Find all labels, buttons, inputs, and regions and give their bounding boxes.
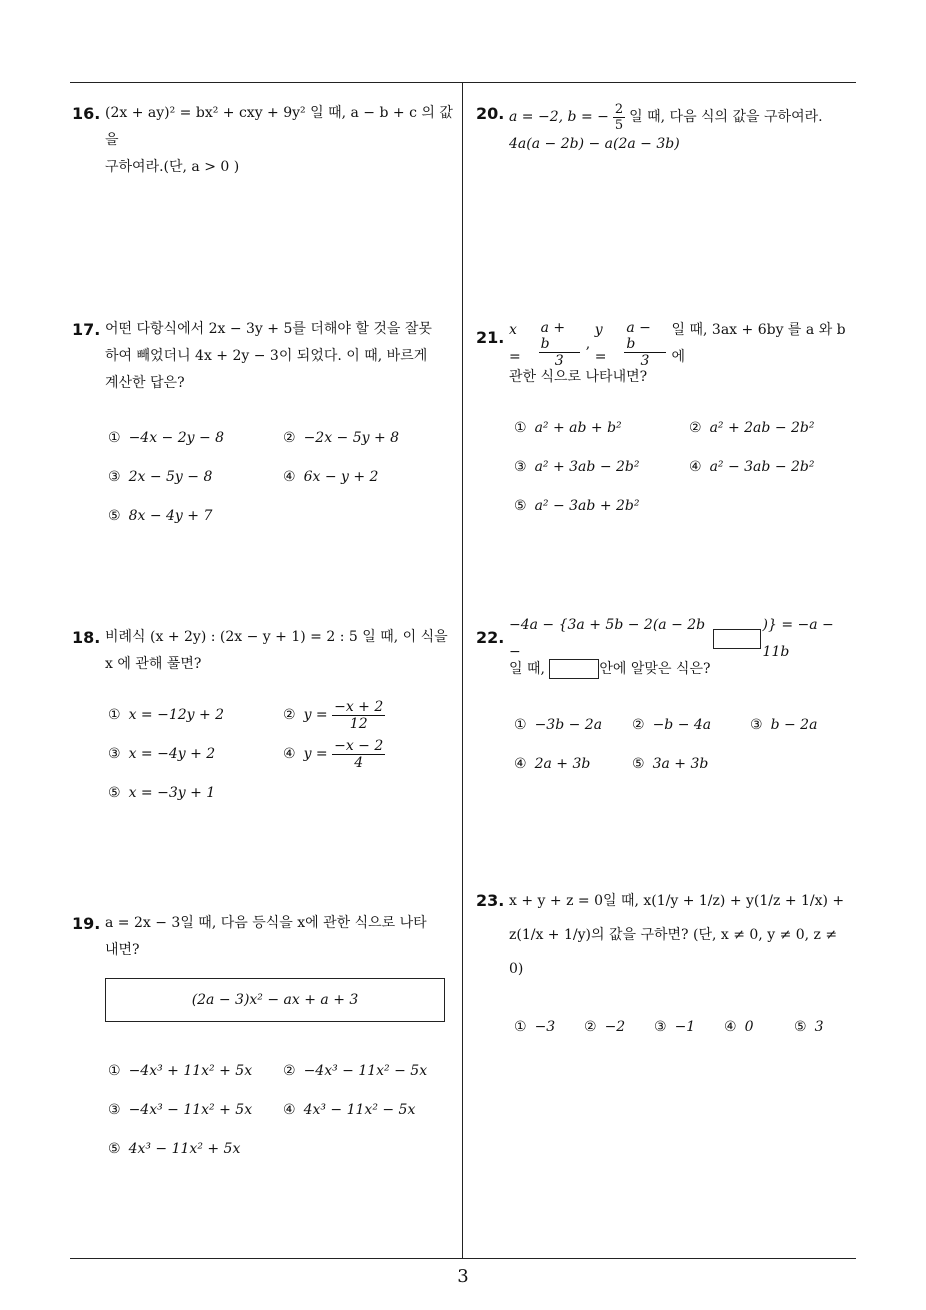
- question-20-expression: 4a(a − 2b) − a(2a − 3b): [509, 136, 680, 152]
- question-18-line1: 비례식 (x + 2y) : (2x − y + 1) = 2 : 5 일 때, 이 식을: [105, 629, 448, 645]
- question-16-stem: [72, 100, 456, 181]
- question-18: [72, 624, 456, 813]
- question-20-stem: [476, 100, 860, 154]
- choice-1[interactable]: ① −3b − 2a: [514, 717, 603, 733]
- question-20-text: 일 때, 다음 식의 값을 구하여라.: [629, 108, 823, 125]
- choice-2[interactable]: ② −2: [584, 1019, 626, 1035]
- question-19: [72, 910, 456, 1169]
- question-number: 22.: [476, 628, 505, 647]
- y-equals: y =: [594, 322, 607, 365]
- choice-4[interactable]: ④ 2a + 3b: [514, 756, 591, 772]
- condition-b: b = −: [567, 108, 609, 125]
- question-21-text: 일 때, 3ax + 6by 를 a 와 b 에: [671, 322, 846, 365]
- x-equals: x =: [509, 322, 521, 365]
- question-19-line1: a = 2x − 3일 때, 다음 등식을 x에 관한 식으로 나타: [105, 915, 427, 931]
- question-23-line3: 0): [509, 961, 524, 977]
- question-number: 17.: [72, 320, 101, 339]
- question-19-stem: [72, 910, 456, 964]
- question-17-stem: [72, 316, 456, 397]
- choice-3[interactable]: ③ a² + 3ab − 2b²: [514, 459, 640, 475]
- fraction-y: $\frac{a - b}{3}$: [624, 320, 665, 369]
- question-number: 21.: [476, 328, 505, 347]
- question-23: [476, 884, 860, 1047]
- question-23-stem: [476, 884, 860, 986]
- answer-choices: [72, 696, 456, 813]
- choice-1[interactable]: ① −3: [514, 1019, 556, 1035]
- question-number: 16.: [72, 104, 101, 123]
- question-22-text-b: 안에 알맞은 식은?: [599, 660, 711, 677]
- choice-5[interactable]: ⑤ a² − 3ab + 2b²: [514, 498, 640, 514]
- choice-5[interactable]: ⑤ x = −3y + 1: [108, 785, 216, 801]
- choice-1[interactable]: ① −4x³ + 11x² + 5x: [108, 1063, 253, 1079]
- choice-1[interactable]: ① x = −12y + 2: [108, 707, 225, 723]
- question-16: [72, 100, 456, 181]
- question-16-line1: (2x + ay)² = bx² + cxy + 9y² 일 때, a − b + c 의 값을: [105, 105, 453, 148]
- choice-4[interactable]: ④ 4x³ − 11x² − 5x: [283, 1102, 416, 1118]
- question-23-line1: x + y + z = 0일 때, x(1/y + 1/z) + y(1/z + 1/x) +: [509, 893, 845, 909]
- choice-5[interactable]: ⑤ 8x − 4y + 7: [108, 508, 213, 524]
- choice-4[interactable]: ④ a² − 3ab − 2b²: [689, 459, 815, 475]
- question-16-line2: 구하여라.(단, a > 0 ): [105, 159, 240, 175]
- question-number: 19.: [72, 914, 101, 933]
- choice-2[interactable]: ② −b − 4a: [632, 717, 712, 733]
- question-18-line2: x 에 관해 풀면?: [105, 656, 202, 672]
- choice-2[interactable]: ② y = $\frac{-x + 2}{12}$: [283, 699, 384, 732]
- condition-a: a = −2,: [509, 108, 564, 125]
- choice-5[interactable]: ⑤ 4x³ − 11x² + 5x: [108, 1141, 241, 1157]
- question-number: 23.: [476, 891, 505, 910]
- answer-choices: [72, 1052, 456, 1169]
- choice-2[interactable]: ② −2x − 5y + 8: [283, 430, 400, 446]
- question-21-stem: 21. x = $\frac{a + b}{3}$ , y = $\frac{a - b}{3}$ 일 때, 3ax + 6by 를 a 와 b 에 관한 식으로 나타내면?: [476, 324, 860, 391]
- question-22-text-a: 일 때,: [509, 660, 545, 677]
- choice-3[interactable]: ③ b − 2a: [750, 717, 818, 733]
- choice-3[interactable]: ③ −1: [654, 1019, 696, 1035]
- answer-choices: [72, 419, 456, 536]
- choice-5[interactable]: ⑤ 3: [794, 1019, 824, 1035]
- choice-3[interactable]: ③ x = −4y + 2: [108, 746, 216, 762]
- top-rule: [70, 82, 856, 83]
- question-19-line2: 내면?: [105, 942, 140, 958]
- choice-1[interactable]: ① a² + ab + b²: [514, 420, 622, 436]
- choice-4[interactable]: ④ 6x − y + 2: [283, 469, 379, 485]
- question-22: [476, 617, 860, 784]
- answer-choices: [476, 1008, 860, 1047]
- choice-1[interactable]: ① −4x − 2y − 8: [108, 430, 225, 446]
- expression-left: −4a − {3a + 5b − 2(a − 2b −: [509, 617, 706, 660]
- choice-3[interactable]: ③ 2x − 5y − 8: [108, 469, 213, 485]
- question-number: 20.: [476, 104, 505, 123]
- column-divider: [462, 82, 463, 1258]
- choice-3[interactable]: ③ −4x³ − 11x² + 5x: [108, 1102, 253, 1118]
- question-17-line2: 하여 빼었더니 4x + 2y − 3이 되었다. 이 때, 바르게: [105, 348, 428, 364]
- expression-right: )} = −a − 11b: [762, 617, 834, 660]
- bottom-rule: [70, 1258, 856, 1259]
- answer-choices: [476, 409, 860, 526]
- question-23-line2: z(1/x + 1/y)의 값을 구하면? (단, x ≠ 0, y ≠ 0, z ≠: [509, 927, 838, 943]
- question-number: 18.: [72, 628, 101, 647]
- choice-2[interactable]: ② −4x³ − 11x² − 5x: [283, 1063, 428, 1079]
- question-21: [476, 319, 860, 526]
- question-21-line2: 관한 식으로 나타내면?: [509, 369, 648, 385]
- choice-2[interactable]: ② a² + 2ab − 2b²: [689, 420, 815, 436]
- question-22-stem: [476, 617, 860, 684]
- fraction-x: $\frac{a + b}{3}$: [539, 320, 580, 369]
- choice-4[interactable]: ④ 0: [724, 1019, 754, 1035]
- choice-5[interactable]: ⑤ 3a + 3b: [632, 756, 709, 772]
- question-18-stem: [72, 624, 456, 678]
- blank-box: [549, 659, 599, 679]
- choice-4[interactable]: ④ y = $\frac{-x - 2}{4}$: [283, 738, 384, 771]
- question-20: [476, 100, 860, 154]
- question-17-line3: 계산한 답은?: [105, 375, 185, 391]
- question-17: [72, 316, 456, 536]
- question-17-line1: 어떤 다항식에서 2x − 3y + 5를 더해야 할 것을 잘못: [105, 321, 432, 337]
- answer-choices: [476, 706, 860, 784]
- boxed-expression: (2a − 3)x² − ax + a + 3: [105, 978, 445, 1022]
- blank-box: [713, 629, 761, 649]
- page-number: 3: [457, 1266, 469, 1287]
- fraction: $\frac{2}{5}$: [614, 101, 624, 133]
